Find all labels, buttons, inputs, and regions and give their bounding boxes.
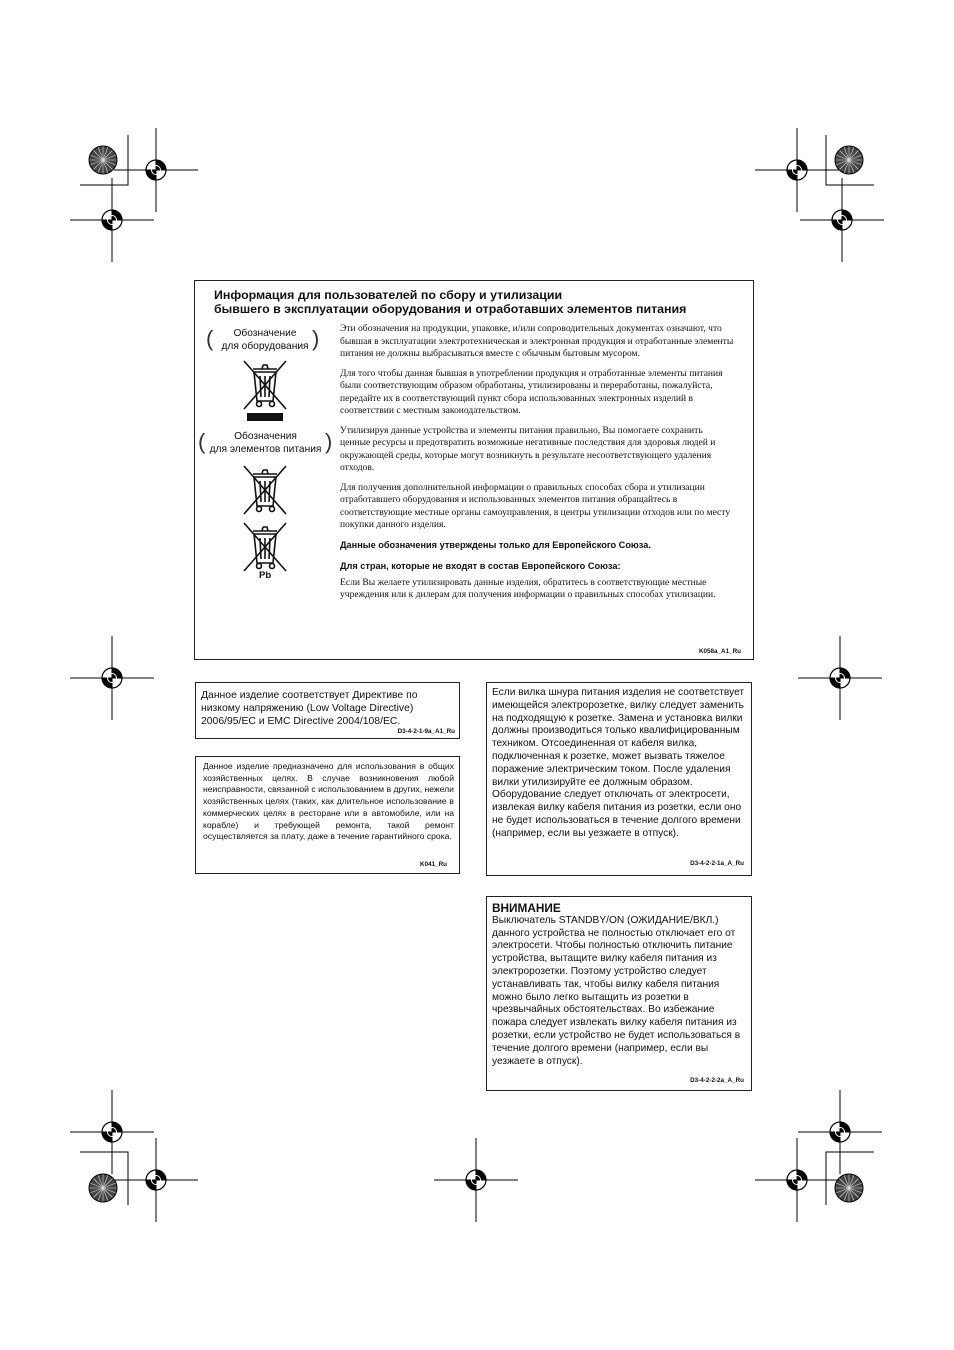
paren-right: ) (325, 429, 333, 454)
section-code: D3-4-2-1-9a_A1_Ru (397, 728, 455, 735)
equipment-symbol-label (215, 328, 315, 353)
registration-mark-icon (434, 1138, 518, 1222)
household-text: Данное изделие предназначено для использования в общих хозяйственных целях. В случае возникновения любой неисправности, связанной с использованием в других, нежели хозяйственных целях (таких, как длительное использование в коммерческих целях в ресторане или в автомобиле, или на корабле) и требующей ремонта, такой ремонт осуществляется за плату, даже в течение гарантийного срока. (203, 761, 454, 842)
warning-heading: ВНИМАНИЕ (492, 901, 561, 915)
disposal-text (340, 323, 735, 609)
section-code: D3-4-2-2-2a_A_Ru (690, 1077, 744, 1084)
title-line-1: Информация для пользователей по сбору и утилизации (214, 288, 563, 302)
registration-mark-icon (755, 1138, 839, 1222)
color-target-icon (89, 1174, 117, 1202)
registration-mark-icon (798, 636, 882, 720)
eu-only-note: Данные обозначения утверждены только для Европейского Союза. (340, 539, 651, 550)
warning-content (492, 902, 748, 1068)
crossed-bin-icon (241, 359, 289, 421)
color-target-icon (835, 1174, 863, 1202)
label-line: для оборудования (221, 340, 309, 352)
paren-left: ( (206, 326, 214, 351)
paragraph: Утилизируя данные устройства и элементы питания правильно, Вы помогаете сохранить ценные ресурсы и предотвратить возможные негативные последствия для здоровья людей и окружающей среды, которые могут возникнуть в результате несоответствующего удаления отходов. (340, 424, 716, 473)
registration-mark-icon (114, 128, 198, 212)
color-target-icon (835, 146, 863, 174)
paragraph: Эти обозначения на продукции, упаковке, и/или сопроводительных документах означают, что бывшая в эксплуатации электротехническая и электронная продукция и отработанные элементы питания не должны выбрасываться вместе с обычным бытовым мусором. (340, 323, 734, 359)
crossed-bin-icon (241, 464, 289, 516)
warning-box (486, 896, 752, 1091)
battery-symbol-label (203, 431, 328, 456)
section-code: D3-4-2-2-1a_A_Ru (690, 860, 744, 867)
plug-text: Если вилка шнура питания изделия не соответствует имеющейся электророзетке, вилку следует заменить на подходящую к розетке. Замена и установка вилки должны производиться только квалифицированным техником. Отсоединенная от кабеля вилка, подключенная к розетке, может вызвать тяжелое поражение электрическим током. После удаления вилки утилизируйте ее должным образом. Оборудование следует отключать от электросети, извлекая вилку кабеля питания из розетки, если оно не будет использоваться в течение долгого времени (например, если вы уезжаете в отпуск). (492, 687, 745, 839)
title-line-2: бывшего в эксплуатации оборудования и отработавших элементов питания (214, 302, 687, 316)
section-code: K058a_A1_Ru (698, 648, 741, 655)
paragraph: Для того чтобы данная бывшая в употреблении продукция и отработанные элементы питания были соответствующим образом обработаны, утилизированы и переработаны, пожалуйста, передайте их в соответствующий пункт сбора использованных электронных изделий в соответствии с местным законодательством. (340, 367, 723, 416)
registration-mark-icon (70, 636, 154, 720)
paren-right: ) (312, 326, 320, 351)
paren-left: ( (198, 429, 206, 454)
plug-info-box (486, 682, 752, 876)
non-eu-text: Если Вы желаете утилизировать данные изделия, обратитесь в соответствующие местные учреждения или к дилерам для получения информации о правильных способах утилизации. (340, 576, 716, 600)
color-target-icon (89, 146, 117, 174)
crossed-bin-icon (241, 521, 289, 573)
section-code: K041_Ru (420, 861, 447, 868)
registration-mark-icon (114, 1138, 198, 1222)
disposal-title (214, 288, 744, 316)
label-line: для элементов питания (209, 443, 322, 455)
household-use-box (195, 756, 460, 874)
pb-label: Pb (259, 570, 272, 581)
label-line: Обозначение (233, 328, 297, 339)
registration-mark-icon (800, 178, 884, 262)
directive-text: Данное изделие соответствует Директиве по низкому напряжению (Low Voltage Directive) 2006/95/EC и EMC Directive 2004/108/EC. (201, 690, 418, 727)
non-eu-heading: Для стран, которые не входят в состав Европейского Союза: (340, 561, 621, 571)
registration-mark-icon (70, 1090, 154, 1174)
paragraph: Для получения дополнительной информации о правильных способах сбора и утилизации отработавшего оборудования и использованных элементов питания обращайтесь в соответствующие местные органы самоуправления, в центры утилизации отходов или по месту покупки данного изделия. (340, 481, 731, 530)
label-line: Обозначения (234, 431, 297, 442)
registration-mark-icon (798, 1090, 882, 1174)
directive-box (195, 682, 460, 739)
registration-mark-icon (70, 178, 154, 262)
warning-text: Выключатель STANDBY/ON (ОЖИДАНИЕ/ВКЛ.) данного устройства не полностью отключает его от электросети. Чтобы полностью отключить питание устройства, вытащите вилку кабеля питания из электророзетки. Поэтому устройство следует устанавливать так, чтобы вилку кабеля питания можно было легко вытащить из розетки в чрезвычайных обстоятельствах. Во избежание пожара следует извлекать вилку кабеля питания из розетки, если устройство не будет использоваться в течение долгого времени (например, если вы уезжаете в отпуск). (492, 914, 741, 1067)
disposal-info-box (194, 280, 754, 660)
